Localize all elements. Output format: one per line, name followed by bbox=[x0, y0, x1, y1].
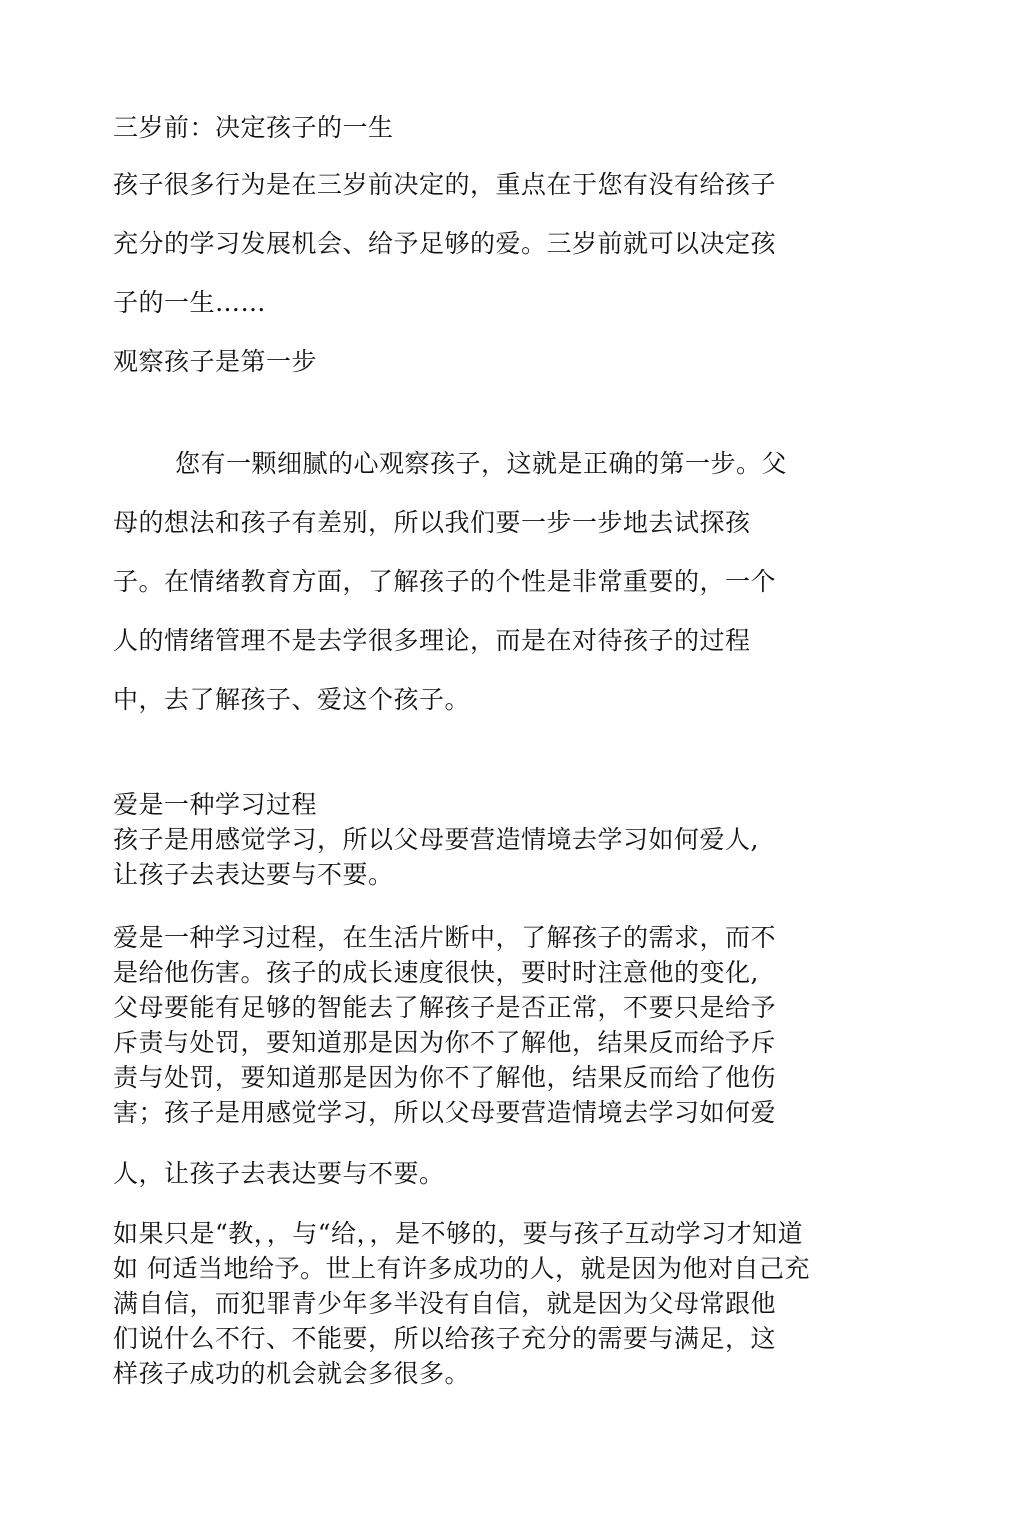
paragraph-line: 样孩子成功的机会就会多很多。 bbox=[113, 1359, 471, 1388]
paragraph-line: 让孩子去表达要与不要。 bbox=[113, 860, 394, 889]
section-heading: 爱是一种学习过程 bbox=[113, 790, 318, 819]
paragraph-line: 子的一生…… bbox=[113, 288, 267, 317]
section-heading: 观察孩子是第一步 bbox=[113, 347, 318, 376]
paragraph-line: 斥责与处罚，要知道那是因为你不了解他，结果反而给予斥 bbox=[113, 1028, 777, 1057]
paragraph-line: 满自信，而犯罪青少年多半没有自信，就是因为父母常跟他 bbox=[113, 1289, 777, 1318]
paragraph-line: 孩子很多行为是在三岁前决定的，重点在于您有没有给孩子 bbox=[113, 170, 777, 199]
paragraph-line: 孩子是用感觉学习，所以父母要营造情境去学习如何爱人, bbox=[113, 825, 759, 854]
paragraph-line: 父母要能有足够的智能去了解孩子是否正常，不要只是给予 bbox=[113, 993, 777, 1022]
paragraph-line: 责与处罚，要知道那是因为你不了解他，结果反而给了他伤 bbox=[113, 1063, 777, 1092]
paragraph-line: 们说什么不行、不能要，所以给孩子充分的需要与满足，这 bbox=[113, 1324, 777, 1353]
paragraph-line: 母的想法和孩子有差别，所以我们要一步一步地去试探孩 bbox=[113, 508, 751, 537]
paragraph-line: 如 何适当地给予。世上有许多成功的人，就是因为他对自己充 bbox=[113, 1254, 810, 1283]
paragraph-line: 您有一颗细腻的心观察孩子，这就是正确的第一步。父 bbox=[175, 449, 788, 478]
paragraph-line: 害；孩子是用感觉学习，所以父母要营造情境去学习如何爱 bbox=[113, 1098, 777, 1127]
paragraph-line: 充分的学习发展机会、给予足够的爱。三岁前就可以决定孩 bbox=[113, 229, 777, 258]
document-title: 三岁前：决定孩子的一生 bbox=[113, 113, 394, 142]
paragraph-line: 是给他伤害。孩子的成长速度很快，要时时注意他的变化, bbox=[113, 958, 759, 987]
paragraph-line: 爱是一种学习过程，在生活片断中，了解孩子的需求，而不 bbox=[113, 923, 777, 952]
paragraph-line: 中，去了解孩子、爱这个孩子。 bbox=[113, 685, 471, 714]
paragraph-line: 人的情绪管理不是去学很多理论，而是在对待孩子的过程 bbox=[113, 626, 751, 655]
paragraph-line: 人，让孩子去表达要与不要。 bbox=[113, 1159, 445, 1188]
paragraph-line: 子。在情绪教育方面，了解孩子的个性是非常重要的，一个 bbox=[113, 567, 777, 596]
paragraph-line: 如果只是“教，，与“给，，是不够的，要与孩子互动学习才知道 bbox=[113, 1219, 804, 1248]
